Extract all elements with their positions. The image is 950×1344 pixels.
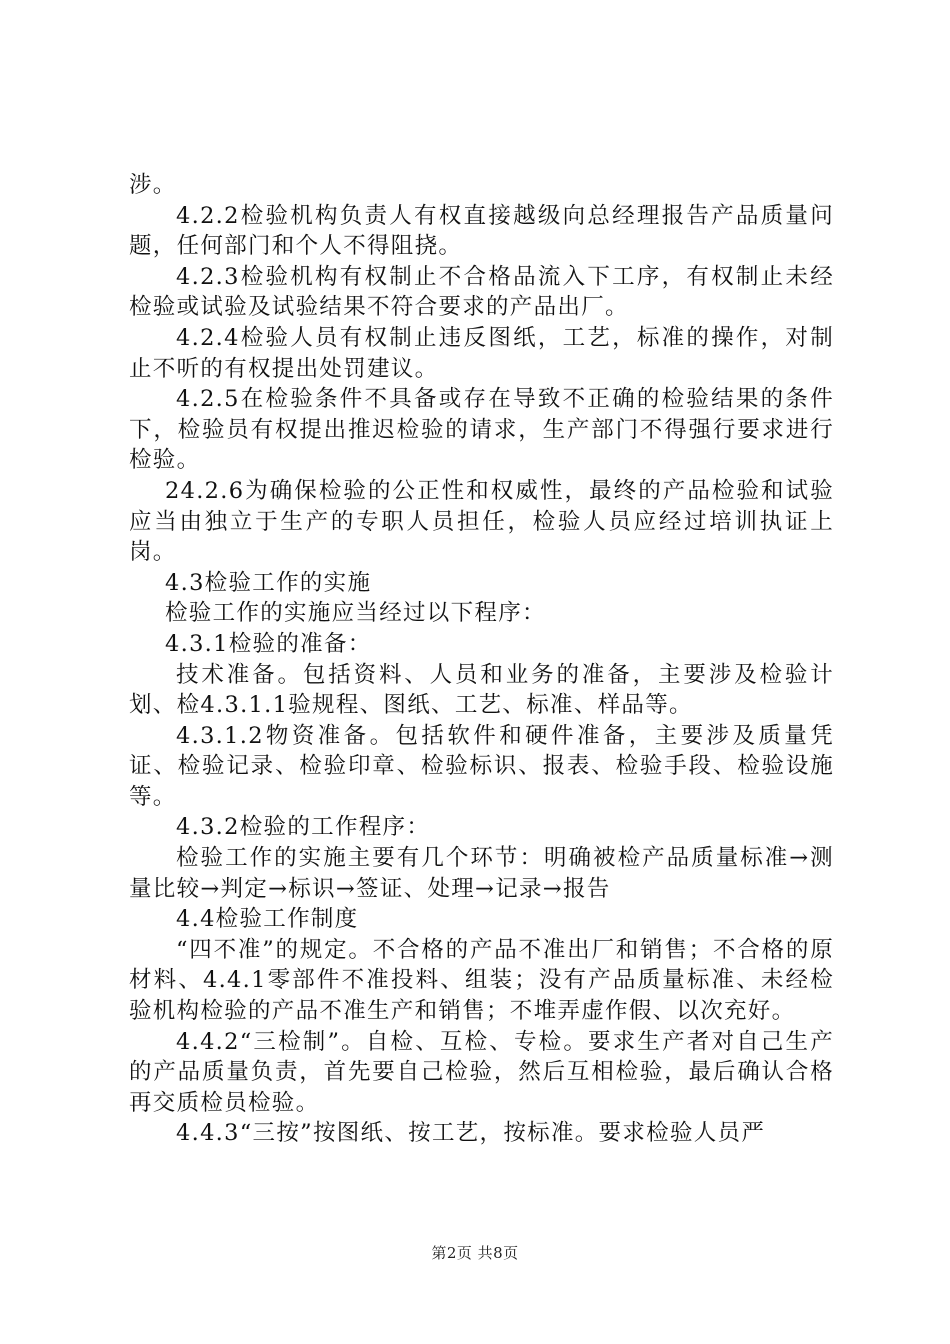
section-heading: 4.3检验工作的实施 xyxy=(165,569,372,596)
paragraph: 4.2.2检验机构负责人有权直接越级向总经理报告产品质量问题，任何部门和个人不得阻挠。 xyxy=(129,202,834,260)
paragraph: 4.4.2“三检制”。自检、互检、专检。要求生产者对自己生产的产品质量负责，首先要自己检验，然后互相检验，最后确认合格再交质检员检验。 xyxy=(129,1028,834,1116)
paragraph: 涉。 xyxy=(129,172,177,198)
paragraph: 4.2.4检验人员有权制止违反图纸，工艺，标准的操作，对制止不听的有权提出处罚建议。 xyxy=(129,324,834,382)
paragraph: 4.2.5在检验条件不具备或存在导致不正确的检验结果的条件下，检验员有权提出推迟检验的请求，生产部门不得强行要求进行检验。 xyxy=(129,386,834,474)
paragraph: 检验工作的实施应当经过以下程序： xyxy=(165,600,546,627)
document-body xyxy=(129,170,834,1149)
paragraph: “四不准”的规定。不合格的产品不准出厂和销售；不合格的原材料、4.4.1零部件不准投料、组装；没有产品质量标准、未经检验机构检验的产品不准生产和销售；不堆弄虚作假、以次充好。 xyxy=(129,936,834,1025)
paragraph: 技术准备。包括资料、人员和业务的准备，主要涉及检验计划、检4.3.1.1验规程、图纸、工艺、标准、样品等。 xyxy=(129,661,834,719)
subsection-heading: 4.3.2检验的工作程序： xyxy=(176,814,431,841)
page-number-label: 第2页 共8页 xyxy=(431,1244,519,1262)
page-footer xyxy=(0,1243,950,1263)
paragraph: 检验工作的实施主要有几个环节：明确被检产品质量标准→测量比较→判定→标识→签证、处理→记录→报告 xyxy=(129,845,834,902)
paragraph: 4.2.3检验机构有权制止不合格品流入下工序，有权制止未经检验或试验及试验结果不符合要求的产品出厂。 xyxy=(129,263,834,321)
subsection-heading: 4.3.1检验的准备： xyxy=(165,630,372,657)
section-heading: 4.4检验工作制度 xyxy=(176,906,359,933)
paragraph: 4.4.3“三按”按图纸、按工艺，按标准。要求检验人员严 xyxy=(176,1120,766,1147)
paragraph: 24.2.6为确保检验的公正性和权威性，最终的产品检验和试验应当由独立于生产的专职人员担任，检验人员应经过培训执证上岗。 xyxy=(129,477,834,566)
paragraph: 4.3.1.2物资准备。包括软件和硬件准备，主要涉及质量凭证、检验记录、检验印章、检验标识、报表、检验手段、检验设施等。 xyxy=(129,722,834,810)
